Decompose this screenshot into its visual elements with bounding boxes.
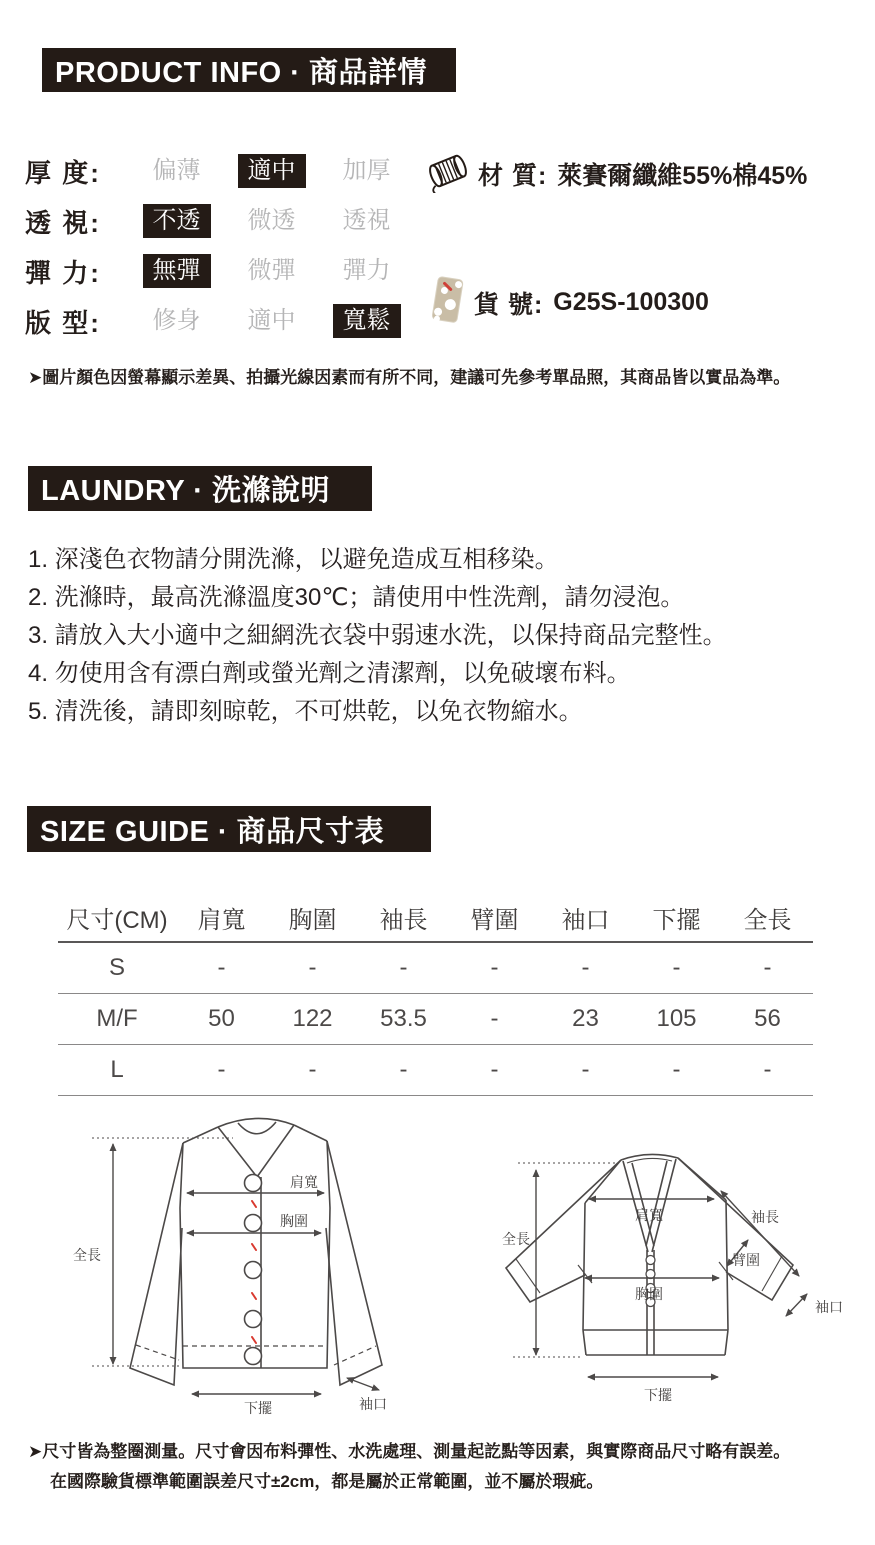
sku-row [426,274,709,331]
sku-value: G25S-100300 [553,288,709,316]
attribute-label: 彈 力: [25,257,101,288]
attribute-row [25,296,414,346]
table-cell: - [763,954,772,981]
jacket-full-length-label: 全長 [73,1247,101,1263]
attribute-row [25,246,414,296]
attribute-option: 彈力 [342,257,391,284]
cardigan-arm-label: 臂圍 [732,1252,760,1268]
laundry-instruction: 4. 勿使用含有漂白劑或螢光劑之清潔劑，以免破壞布料。 [28,660,631,687]
table-header-cell: 袖長 [379,906,428,934]
cardigan-full-length-label: 全長 [502,1231,530,1247]
material-row [424,149,807,198]
laundry-instruction: 2. 洗滌時，最高洗滌溫度30℃；請使用中性洗劑，請勿浸泡。 [28,584,685,611]
table-cell: 122 [292,1005,333,1032]
table-header-cell: 胸圍 [288,906,337,934]
table-cell: 50 [208,1005,235,1032]
jacket-shoulder-label: 肩寬 [290,1174,318,1190]
product-info-header [42,48,456,92]
cardigan-cuff-label: 袖口 [815,1299,843,1315]
size-guide-title: SIZE GUIDE · 商品尺寸表 [40,815,385,848]
table-cell: - [217,1056,226,1083]
attribute-option: 加厚 [342,157,391,184]
attribute-option: 微彈 [247,257,296,284]
table-cell: - [490,1056,499,1083]
attribute-label: 透 視: [25,207,101,238]
table-cell: - [763,1056,772,1083]
table-cell: L [110,1056,124,1083]
table-header-cell: 臂圍 [470,906,519,934]
table-header-cell: 尺寸(CM) [66,906,168,934]
table-header-cell: 全長 [743,906,792,934]
attribute-option-selected: 無彈 [129,254,224,288]
cardigan-sleeve-length-label: 袖長 [751,1209,779,1225]
attribute-label: 厚 度: [25,157,101,188]
cardigan-hem-label: 下擺 [644,1387,672,1403]
attribute-option-selected: 適中 [224,154,319,188]
attribute-list [25,146,414,346]
table-cell: - [490,954,499,981]
jacket-cuff-label: 袖口 [359,1396,387,1412]
laundry-instruction: 3. 請放入大小適中之細網洗衣袋中弱速水洗，以保持商品完整性。 [28,622,727,649]
attribute-option-selected: 寬鬆 [319,304,414,338]
attribute-option: 偏薄 [152,157,201,184]
table-row [58,1045,813,1096]
thread-spool-icon [424,149,472,198]
attribute-label: 版 型: [25,307,101,338]
table-row [58,994,813,1045]
clothing-tag-icon [426,274,468,331]
laundry-instructions [28,541,858,731]
cardigan-shoulder-label: 肩寬 [635,1207,663,1223]
jacket-hem-label: 下擺 [244,1400,272,1416]
size-guide-header [27,806,431,852]
measurement-disclaimer [28,1437,854,1497]
table-cell: 53.5 [380,1005,427,1032]
table-header-cell: 肩寬 [197,906,246,934]
table-cell: - [581,1056,590,1083]
laundry-instruction: 5. 清洗後，請即刻晾乾，不可烘乾，以免衣物縮水。 [28,698,583,725]
table-cell: S [108,954,125,981]
attribute-row [25,196,414,246]
table-cell: - [399,954,408,981]
sku-label: 貨 號: [474,290,544,319]
attribute-row [25,146,414,196]
table-row [58,943,813,994]
color-difference-note: ➤圖片顏色因螢幕顯示差異、拍攝光線因素而有所不同，建議可先參考單品照，其商品皆以實品為準。 [28,368,791,387]
attribute-option: 微透 [247,207,296,234]
table-cell: - [308,954,317,981]
table-cell: - [399,1056,408,1083]
jacket-measurement-diagram [70,1113,490,1445]
attribute-option-selected: 不透 [129,204,224,238]
table-header-row [58,893,813,943]
product-info-title: PRODUCT INFO · 商品詳情 [55,56,427,89]
jacket-chest-label: 胸圍 [280,1213,308,1229]
table-cell: 23 [572,1005,599,1032]
table-cell: 105 [656,1005,697,1032]
disclaimer-line-2: 在國際驗貨標準範圍誤差尺寸±2cm，都是屬於正常範圍，並不屬於瑕疵。 [50,1472,604,1491]
table-cell: - [581,954,590,981]
table-cell: - [672,1056,681,1083]
table-cell: - [672,954,681,981]
attribute-option: 透視 [342,207,391,234]
cardigan-chest-label: 胸圍 [635,1286,663,1302]
size-table [58,893,813,1096]
attribute-option: 修身 [152,307,201,334]
cardigan-measurement-diagram [488,1150,875,1440]
material-value: 萊賽爾纖維55%棉45% [557,161,808,190]
laundry-header [28,466,372,511]
material-label: 材 質: [478,161,548,190]
laundry-instruction: 1. 深淺色衣物請分開洗滌，以避免造成互相移染。 [28,546,559,573]
table-cell: - [490,1005,499,1032]
table-cell: - [308,1056,317,1083]
table-cell: M/F [96,1005,138,1032]
table-header-cell: 下擺 [652,906,701,934]
disclaimer-line-1: ➤尺寸皆為整圈測量。尺寸會因布料彈性、水洗處理、測量起訖點等因素，與實際商品尺寸略有誤差。 [28,1442,791,1461]
attribute-option: 適中 [247,307,296,334]
table-cell: 56 [754,1005,781,1032]
laundry-title: LAUNDRY · 洗滌說明 [41,475,330,507]
table-cell: - [217,954,226,981]
table-header-cell: 袖口 [561,906,610,934]
